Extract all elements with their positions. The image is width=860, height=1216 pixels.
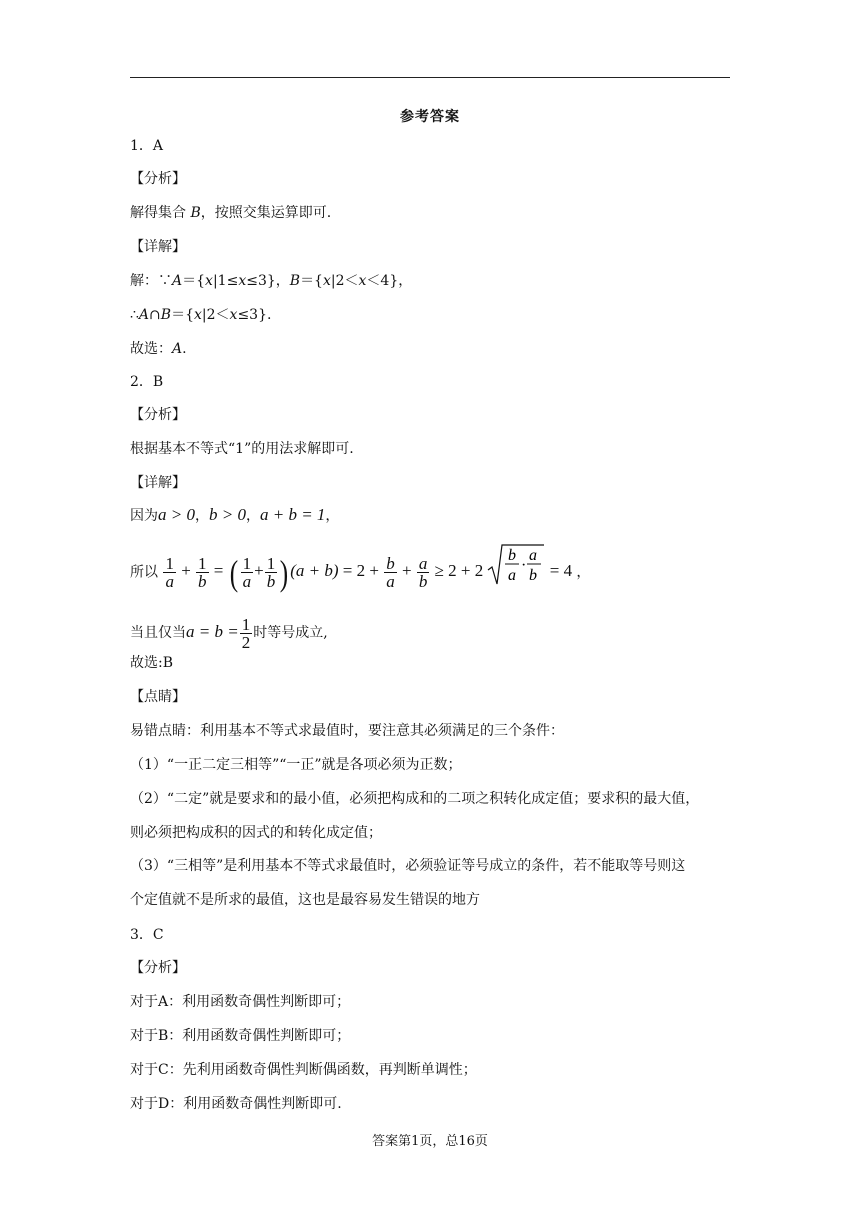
q2-choice: 故选:B <box>130 655 174 671</box>
q3-item-c: 对于C：先利用函数奇偶性判断偶函数，再判断单调性； <box>130 1062 477 1078</box>
q1-detail-heading: 【详解】 <box>130 239 186 255</box>
q2-comment-line-6: 个定值就不是所求的最值，这也是最容易发生错误的地方 <box>130 892 480 908</box>
svg-text:b: b <box>508 547 517 564</box>
q2-comment-line-2: （1）“一正二定三相等”“一正”就是各项必须为正数； <box>130 757 462 773</box>
fraction-1-over-b: $\frac{1}{b}$ <box>198 554 207 591</box>
q2-comment-heading: 【点睛】 <box>130 689 186 705</box>
q3-item-d: 对于D：利用函数奇偶性判断即可. <box>130 1096 342 1112</box>
q3-item-a: 对于A：利用函数奇偶性判断即可； <box>130 994 351 1010</box>
q2-condition-line: 因为a > 0，b > 0，a + b = 1， <box>130 505 340 524</box>
q2-analysis-heading: 【分析】 <box>130 407 186 423</box>
q2-inequality-line: 所以 $\frac{1}{a}$ + $\frac{1}{b}$ = ( $\frac{1}{a}$ + $\frac{1}{b}$ ) (a + b) = 2 + $\frac{b}{a}$ + $\frac{a}{b}$ ≥ 2 + 2 b a · a b = 4 ， <box>130 542 590 586</box>
square-root <box>487 542 545 603</box>
q2-comment-line-4: 则必须把构成积的因式的和转化成定值； <box>130 825 382 841</box>
q1-analysis-text: 解得集合 B，按照交集运算即可. <box>130 205 332 221</box>
q2-number: 2．B <box>130 374 164 390</box>
q1-analysis-heading: 【分析】 <box>130 171 186 187</box>
page-title: 参考答案 <box>400 109 460 125</box>
header-rule <box>130 77 730 78</box>
q2-comment-line-3: （2）“二定”就是要求和的最小值，必须把构成和的二项之积转化成定值；要求积的最大值， <box>130 791 700 807</box>
svg-text:a: a <box>529 547 538 564</box>
q1-choice: 故选：A. <box>130 341 187 357</box>
q3-number: 3．C <box>130 927 164 943</box>
radical-sign-icon <box>487 542 545 586</box>
svg-text:b: b <box>529 567 538 584</box>
page-footer: 答案第1页，总16页 <box>372 1134 488 1149</box>
q2-equality-condition: 当且仅当a = b = $\frac{1}{2}$ 时等号成立, <box>130 614 328 652</box>
svg-text:·: · <box>521 557 527 574</box>
svg-text:a: a <box>508 567 517 584</box>
q3-item-b: 对于B：利用函数奇偶性判断即可； <box>130 1028 351 1044</box>
q2-comment-line-5: （3）“三相等”是利用基本不等式求最值时，必须验证等号成立的条件，若不能取等号则这 <box>130 858 686 874</box>
q1-sets-line: 解：∵A＝{x|1≤x≤3}，B＝{x|2＜x＜4}， <box>130 273 413 289</box>
q2-comment-line-1: 易错点睛：利用基本不等式求最值时，要注意其必须满足的三个条件： <box>130 723 564 739</box>
q3-analysis-heading: 【分析】 <box>130 960 186 976</box>
q1-intersection-line: ∴A∩B＝{x|2＜x≤3}. <box>130 307 272 323</box>
q2-analysis-text: 根据基本不等式“1”的用法求解即可. <box>130 441 354 457</box>
q2-detail-heading: 【详解】 <box>130 475 186 491</box>
q1-number: 1．A <box>130 138 164 154</box>
fraction-1-over-a: $\frac{1}{a}$ <box>165 554 174 591</box>
